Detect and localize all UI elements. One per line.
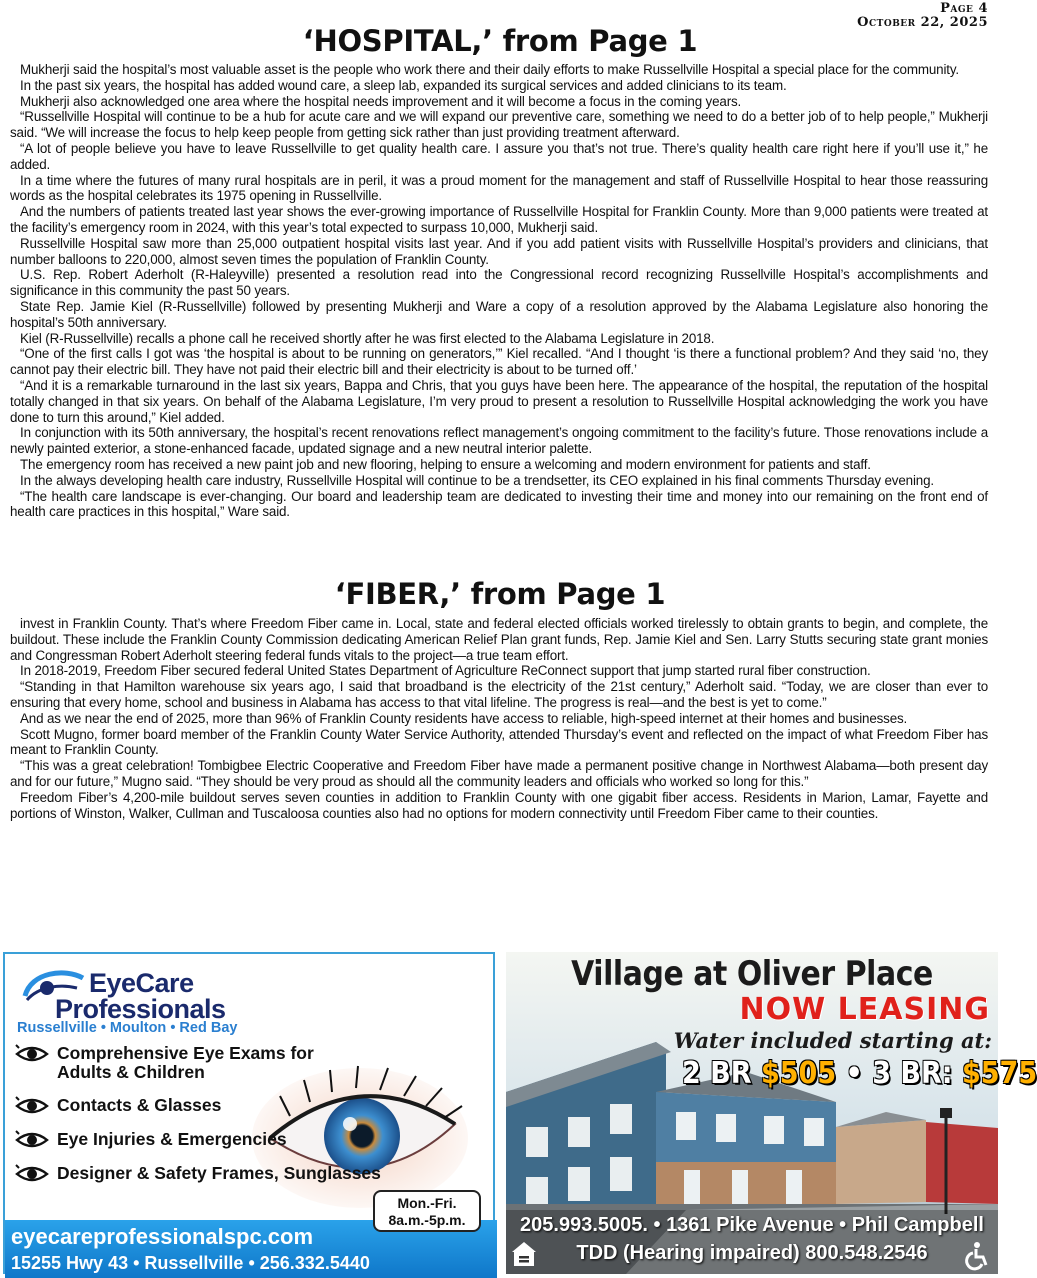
- article-paragraph: In the past six years, the hospital has added wound care, a sleep lab, expanded its surgical services and added clinicians to its team.: [20, 77, 787, 93]
- village-ad[interactable]: [506, 952, 1037, 1274]
- price-separator: •: [845, 1056, 863, 1091]
- brand-line2: Professionals: [55, 994, 226, 1024]
- service-item: [15, 1096, 415, 1116]
- price-line: [682, 1056, 1037, 1091]
- hours-time: 8a.m.-5p.m.: [388, 1212, 466, 1228]
- eyecare-website-link[interactable]: eyecareprofessionalspc.com: [11, 1224, 314, 1249]
- brand-line1: EyeCare: [89, 968, 194, 998]
- article-paragraph: In 2018-2019, Freedom Fiber secured federal United States Department of Agriculture ReConnect support that jump started rural fiber construction.: [20, 663, 871, 679]
- village-contact: 205.993.5005. • 1361 Pike Avenue • Phil Campbell: [520, 1214, 984, 1236]
- service-item: [15, 1130, 415, 1150]
- article-paragraph: “Russellville Hospital will continue to be a hub for acute care and we will expand our preventive care, something we need to do a better job of to help people,” Mukherji said. “We will increase the focus to help keep people from getting sick rather than just providing treatment afterward.: [10, 109, 988, 141]
- service-list: [15, 1044, 415, 1198]
- br3-price: $575: [961, 1056, 1037, 1091]
- article-paragraph: “A lot of people believe you have to leave Russellville to get quality health care. I assure you that’s not true. There’s quality health care right here if you’ll use it,” he added.: [10, 140, 988, 172]
- water-included-note: Water included starting at:: [673, 1028, 992, 1053]
- article-paragraph: Mukherji said the hospital’s most valuable asset is the people who work there and their daily efforts to make Russellville Hospital a special place for the community.: [20, 62, 959, 77]
- article-paragraph: Kiel (R-Russellville) recalls a phone call he received shortly after he was first elected to the Alabama Legislature in 2018.: [20, 330, 715, 346]
- article-paragraph: And the numbers of patients treated last year shows the ever-growing importance of Russellville Hospital for Franklin County. More than 9,000 patients were treated at the facility’s emergency room in 2024, with this year’s total expected to surpass 10,000, Mukherji said.: [10, 204, 988, 235]
- article-paragraph: In a time where the futures of many rural hospitals are in peril, it was a proud moment for the management and staff of Russellville Hospital to hear those reassuring words as the hospital celebrates its 1975 opening in Russellville.: [10, 172, 988, 204]
- article-paragraph: “The health care landscape is ever-changing. Our board and leadership team are dedicated to investing their time and money into our remaining on the front end of health care practices in this hospital,” Ware said.: [10, 488, 988, 520]
- article-paragraph: “One of the first calls I got was ‘the hospital is about to be running on generators,’” Kiel recalled. “And I thought ‘is there a functional problem? And they said ‘no, they cannot pay their electric bill. They have not paid their electric bill and their electricity is about to be turned off.’: [10, 346, 988, 378]
- village-title: Village at Oliver Place: [571, 954, 933, 994]
- accessibility-icon: [962, 1240, 992, 1270]
- eyecare-ad[interactable]: [3, 952, 495, 1274]
- article-paragraph: “Standing in that Hamilton warehouse six years ago, I said that broadband is the electricity of the 21st century,” Aderholt said. “Today, we are closer than ever to ensuring that every home, school and business in Alabama has access to that vital lifeline. The progress is real—and the best is yet to come.”: [10, 679, 988, 710]
- eye-icon: [15, 1164, 49, 1184]
- service-label: Contacts & Glasses: [57, 1095, 222, 1115]
- equal-housing-icon: [510, 1240, 538, 1270]
- eye-icon: [15, 1044, 49, 1064]
- page-number: Page 4: [940, 1, 988, 16]
- service-label: Designer & Safety Frames, Sunglasses: [57, 1163, 381, 1183]
- issue-date: October 22, 2025: [857, 15, 988, 30]
- article-paragraph: Mukherji also acknowledged one area where the hospital needs improvement and it will become a focus in the coming years.: [20, 93, 742, 109]
- article-paragraph: In the always developing health care industry, Russellville Hospital will continue to be a trendsetter, its CEO explained in his final comments Thursday evening.: [20, 472, 934, 488]
- br2-price: $505: [760, 1056, 837, 1091]
- br2-label: 2 BR: [682, 1056, 752, 1091]
- br3-label: 3 BR:: [872, 1056, 953, 1091]
- article-paragraph: U.S. Rep. Robert Aderholt (R-Haleyville) presented a resolution read into the Congressional record recognizing Russellville Hospital’s accomplishments and significance in this community the past 50 years.: [10, 267, 988, 299]
- eyecare-locations: Russellville • Moulton • Red Bay: [17, 1020, 238, 1036]
- article-paragraph: State Rep. Jamie Kiel (R-Russellville) followed by presenting Mukherji and Ware a copy of a resolution approved by the Alabama Legislature also honoring the hospital’s 50th anniversary.: [10, 298, 988, 330]
- article-paragraph: “This was a great celebration! Tombigbee Electric Cooperative and Freedom Fiber have made a permanent positive change in Northwest Alabama—both present day and for our future,” Mugno said. “They should be very proud as should all the community leaders and officials who worked so long for this.”: [10, 758, 988, 789]
- now-leasing-banner: NOW LEASING: [739, 992, 990, 1027]
- article-paragraph: Russellville Hospital saw more than 25,000 outpatient hospital visits last year. And if you add patient visits with Russellville Hospital’s providers and clinicians, that number balloons to 220,000, almost seven times the population of Franklin County.: [10, 235, 988, 267]
- eye-icon: [15, 1096, 49, 1116]
- service-item: [15, 1164, 415, 1184]
- fiber-headline: ‘FIBER,’ from Page 1: [334, 577, 666, 611]
- office-hours: [373, 1190, 481, 1232]
- article-paragraph: “And it is a remarkable turnaround in the last six years, Bappa and Chris, that you guys have been here. The appearance of the hospital, the reputation of the hospital totally changed in that six years. On behalf of the Alabama Legislature, I’m very proud to present a resolution to Russellville Hospital acknowledging the work you have done to turn this around,” Kiel added.: [10, 377, 988, 425]
- article-paragraph: In conjunction with its 50th anniversary, the hospital’s recent renovations reflect management’s ongoing commitment to the facility’s future. Those renovations include a newly painted exterior, a stone-enhanced facade, updated signage and a new neutral interior palette.: [10, 425, 988, 457]
- eye-icon: [15, 1130, 49, 1150]
- fiber-article: [10, 616, 988, 821]
- article-paragraph: invest in Franklin County. That’s where Freedom Fiber came in. Local, state and federal elected officials worked tirelessly to obtain grants to begin, and complete, the buildout. These include the Franklin County Commission dedicating American Relief Plan grant funds, Rep. Jamie Kiel and Sen. Larry Stutts securing state grant monies and Congressman Robert Aderholt steering federal funds vitals to the project—a true team effort.: [10, 616, 988, 663]
- service-label: Comprehensive Eye Exams for Adults & Children: [57, 1043, 314, 1082]
- eyecare-address: 15255 Hwy 43 • Russellville • 256.332.5440: [11, 1253, 370, 1273]
- service-item: [15, 1044, 415, 1082]
- article-paragraph: And as we near the end of 2025, more than 96% of Franklin County residents have access to reliable, high-speed internet at their homes and businesses.: [20, 710, 908, 726]
- village-tdd: TDD (Hearing impaired) 800.548.2546: [576, 1242, 928, 1264]
- hours-days: Mon.-Fri.: [397, 1195, 457, 1211]
- eyecare-logo: [17, 966, 377, 1024]
- hospital-headline: ‘HOSPITAL,’ from Page 1: [302, 24, 698, 58]
- hospital-article: [10, 62, 988, 520]
- article-paragraph: The emergency room has received a new paint job and new flooring, helping to ensure a welcoming and modern environment for patients and staff.: [20, 456, 871, 472]
- article-paragraph: Scott Mugno, former board member of the Franklin County Water Service Authority, attended Thursday’s event and reflected on the impact of what Freedom Fiber has meant to Franklin County.: [10, 726, 988, 758]
- service-label: Eye Injuries & Emergencies: [57, 1129, 287, 1149]
- article-paragraph: Freedom Fiber’s 4,200-mile buildout serves seven counties in addition to Franklin County with one gigabit fiber access. Residents in Marion, Lamar, Fayette and portions of Winston, Walker, Cullman and Tuscaloosa counties also had no options for modern connectivity until Freedom Fiber came to their counties.: [10, 789, 988, 821]
